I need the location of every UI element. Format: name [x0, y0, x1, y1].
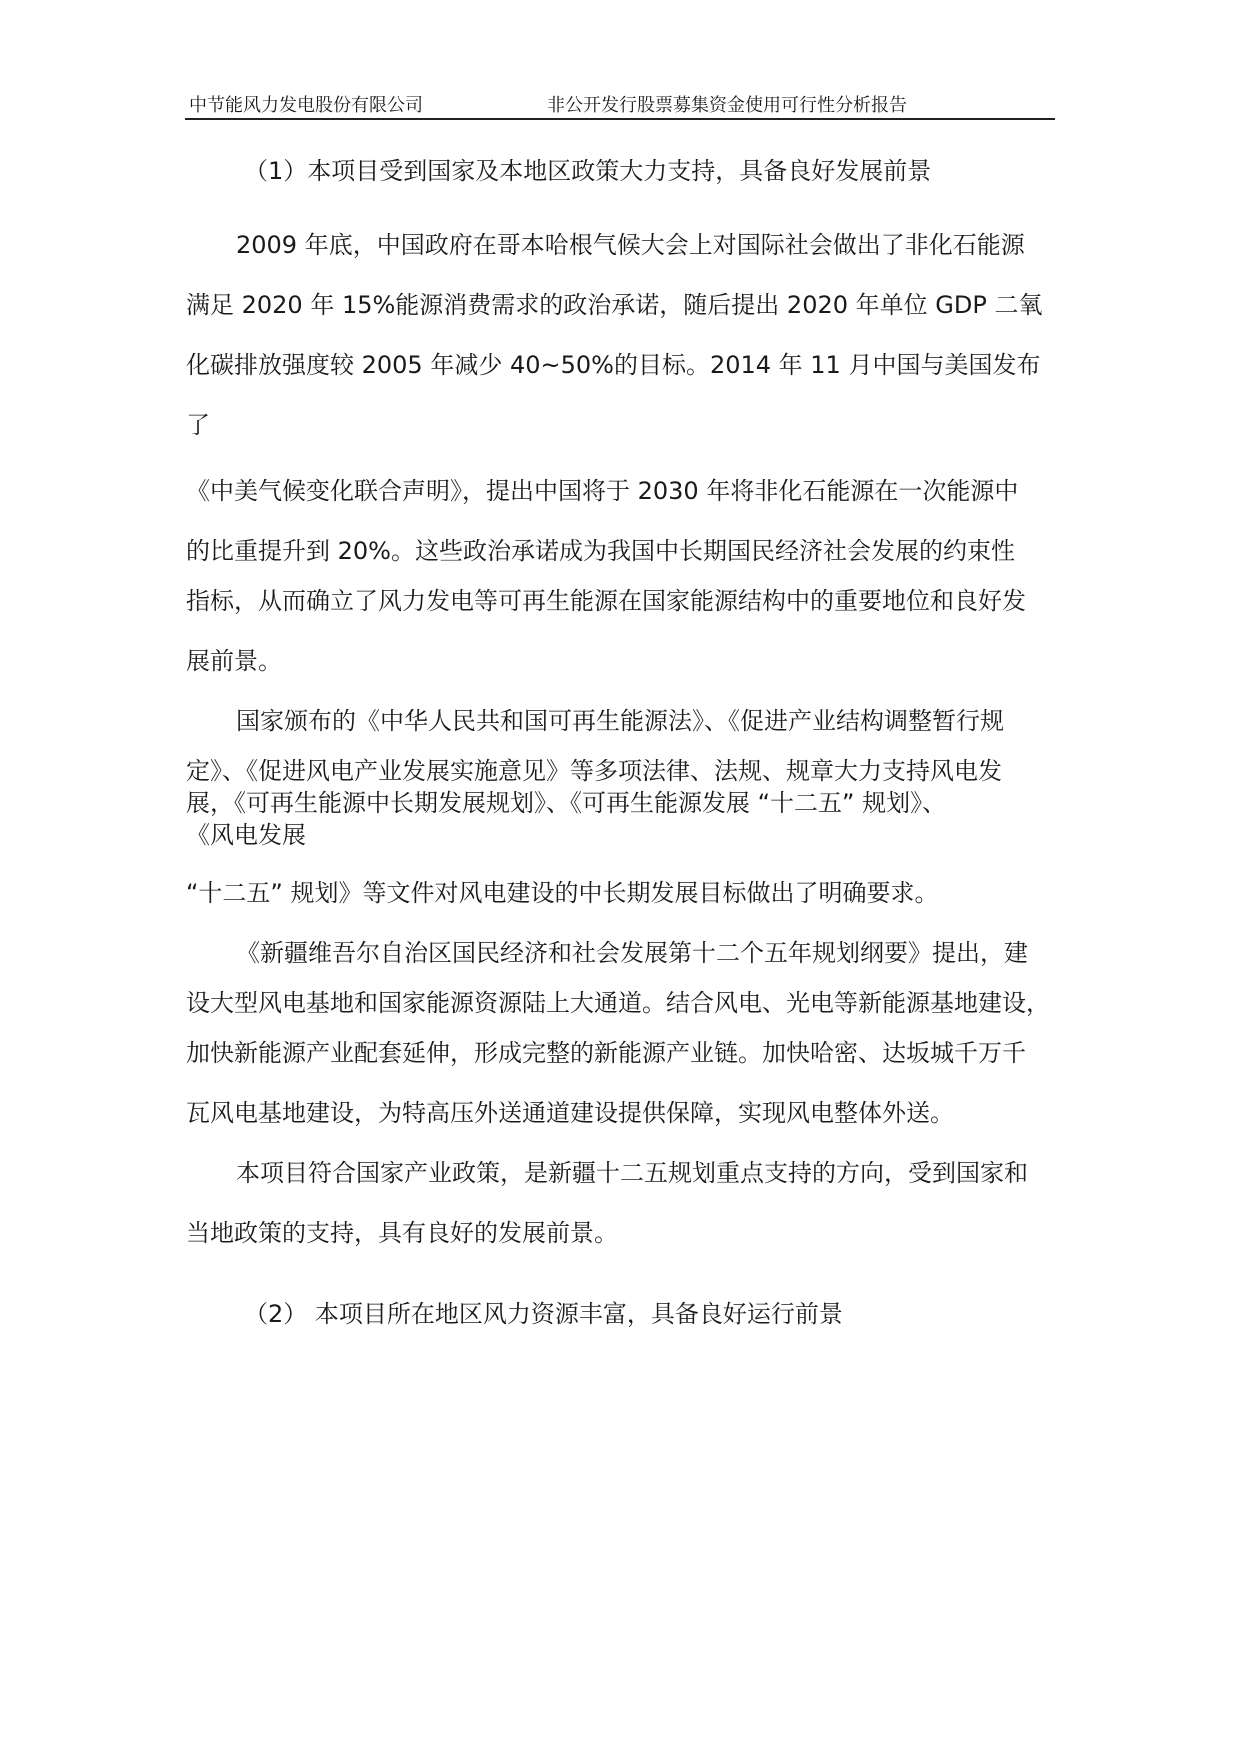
- section-heading-1: （1）本项目受到国家及本地区政策大力支持，具备良好发展前景: [244, 157, 932, 185]
- paragraph-line: 本项目符合国家产业政策，是新疆十二五规划重点支持的方向，受到国家和: [236, 1159, 1028, 1187]
- paragraph-line: 设大型风电基地和国家能源资源陆上大通道。结合风电、光电等新能源基地建设，: [186, 989, 1050, 1017]
- paragraph-line: 展前景。: [186, 647, 282, 675]
- paragraph-line: 《中美气候变化联合声明》，提出中国将于 2030 年将非化石能源在一次能源中: [186, 477, 1019, 505]
- paragraph-line: “十二五” 规划》等文件对风电建设的中长期发展目标做出了明确要求。: [186, 879, 939, 907]
- paragraph-line: 《新疆维吾尔自治区国民经济和社会发展第十二个五年规划纲要》提出，建: [236, 939, 1028, 967]
- paragraph-line: 定》、《促进风电产业发展实施意见》等多项法律、法规、规章大力支持风电发: [186, 757, 1002, 785]
- paragraph-line: 国家颁布的《中华人民共和国可再生能源法》、《促进产业结构调整暂行规: [236, 707, 1004, 735]
- paragraph-line: 2009 年底，中国政府在哥本哈根气候大会上对国际社会做出了非化石能源: [236, 231, 1025, 259]
- paragraph-line: 化碳排放强度较 2005 年减少 40~50%的目标。2014 年 11 月中国与美国发布: [186, 351, 1041, 379]
- paragraph-line: 瓦风电基地建设，为特高压外送通道建设提供保障，实现风电整体外送。: [186, 1099, 954, 1127]
- header-company: 中节能风力发电股份有限公司: [189, 95, 423, 116]
- header-report-title: 非公开发行股票募集资金使用可行性分析报告: [547, 95, 907, 116]
- page-header: [185, 94, 1055, 120]
- paragraph-line: 满足 2020 年 15%能源消费需求的政治承诺，随后提出 2020 年单位 GDP 二氧: [186, 291, 1043, 319]
- section-heading-2: （2） 本项目所在地区风力资源丰富，具备良好运行前景: [244, 1300, 843, 1328]
- paragraph-line: 当地政策的支持，具有良好的发展前景。: [186, 1219, 618, 1247]
- paragraph-line: 展，《可再生能源中长期发展规划》、《可再生能源发展 “十二五” 规划》、: [186, 789, 947, 817]
- paragraph-line: 指标，从而确立了风力发电等可再生能源在国家能源结构中的重要地位和良好发: [186, 587, 1026, 615]
- paragraph-line: 加快新能源产业配套延伸，形成完整的新能源产业链。加快哈密、达坂城千万千: [186, 1039, 1026, 1067]
- paragraph-line: 的比重提升到 20%。这些政治承诺成为我国中长期国民经济社会发展的约束性: [186, 537, 1015, 565]
- paragraph-line: 了: [186, 411, 210, 439]
- paragraph-line: 《风电发展: [186, 821, 306, 849]
